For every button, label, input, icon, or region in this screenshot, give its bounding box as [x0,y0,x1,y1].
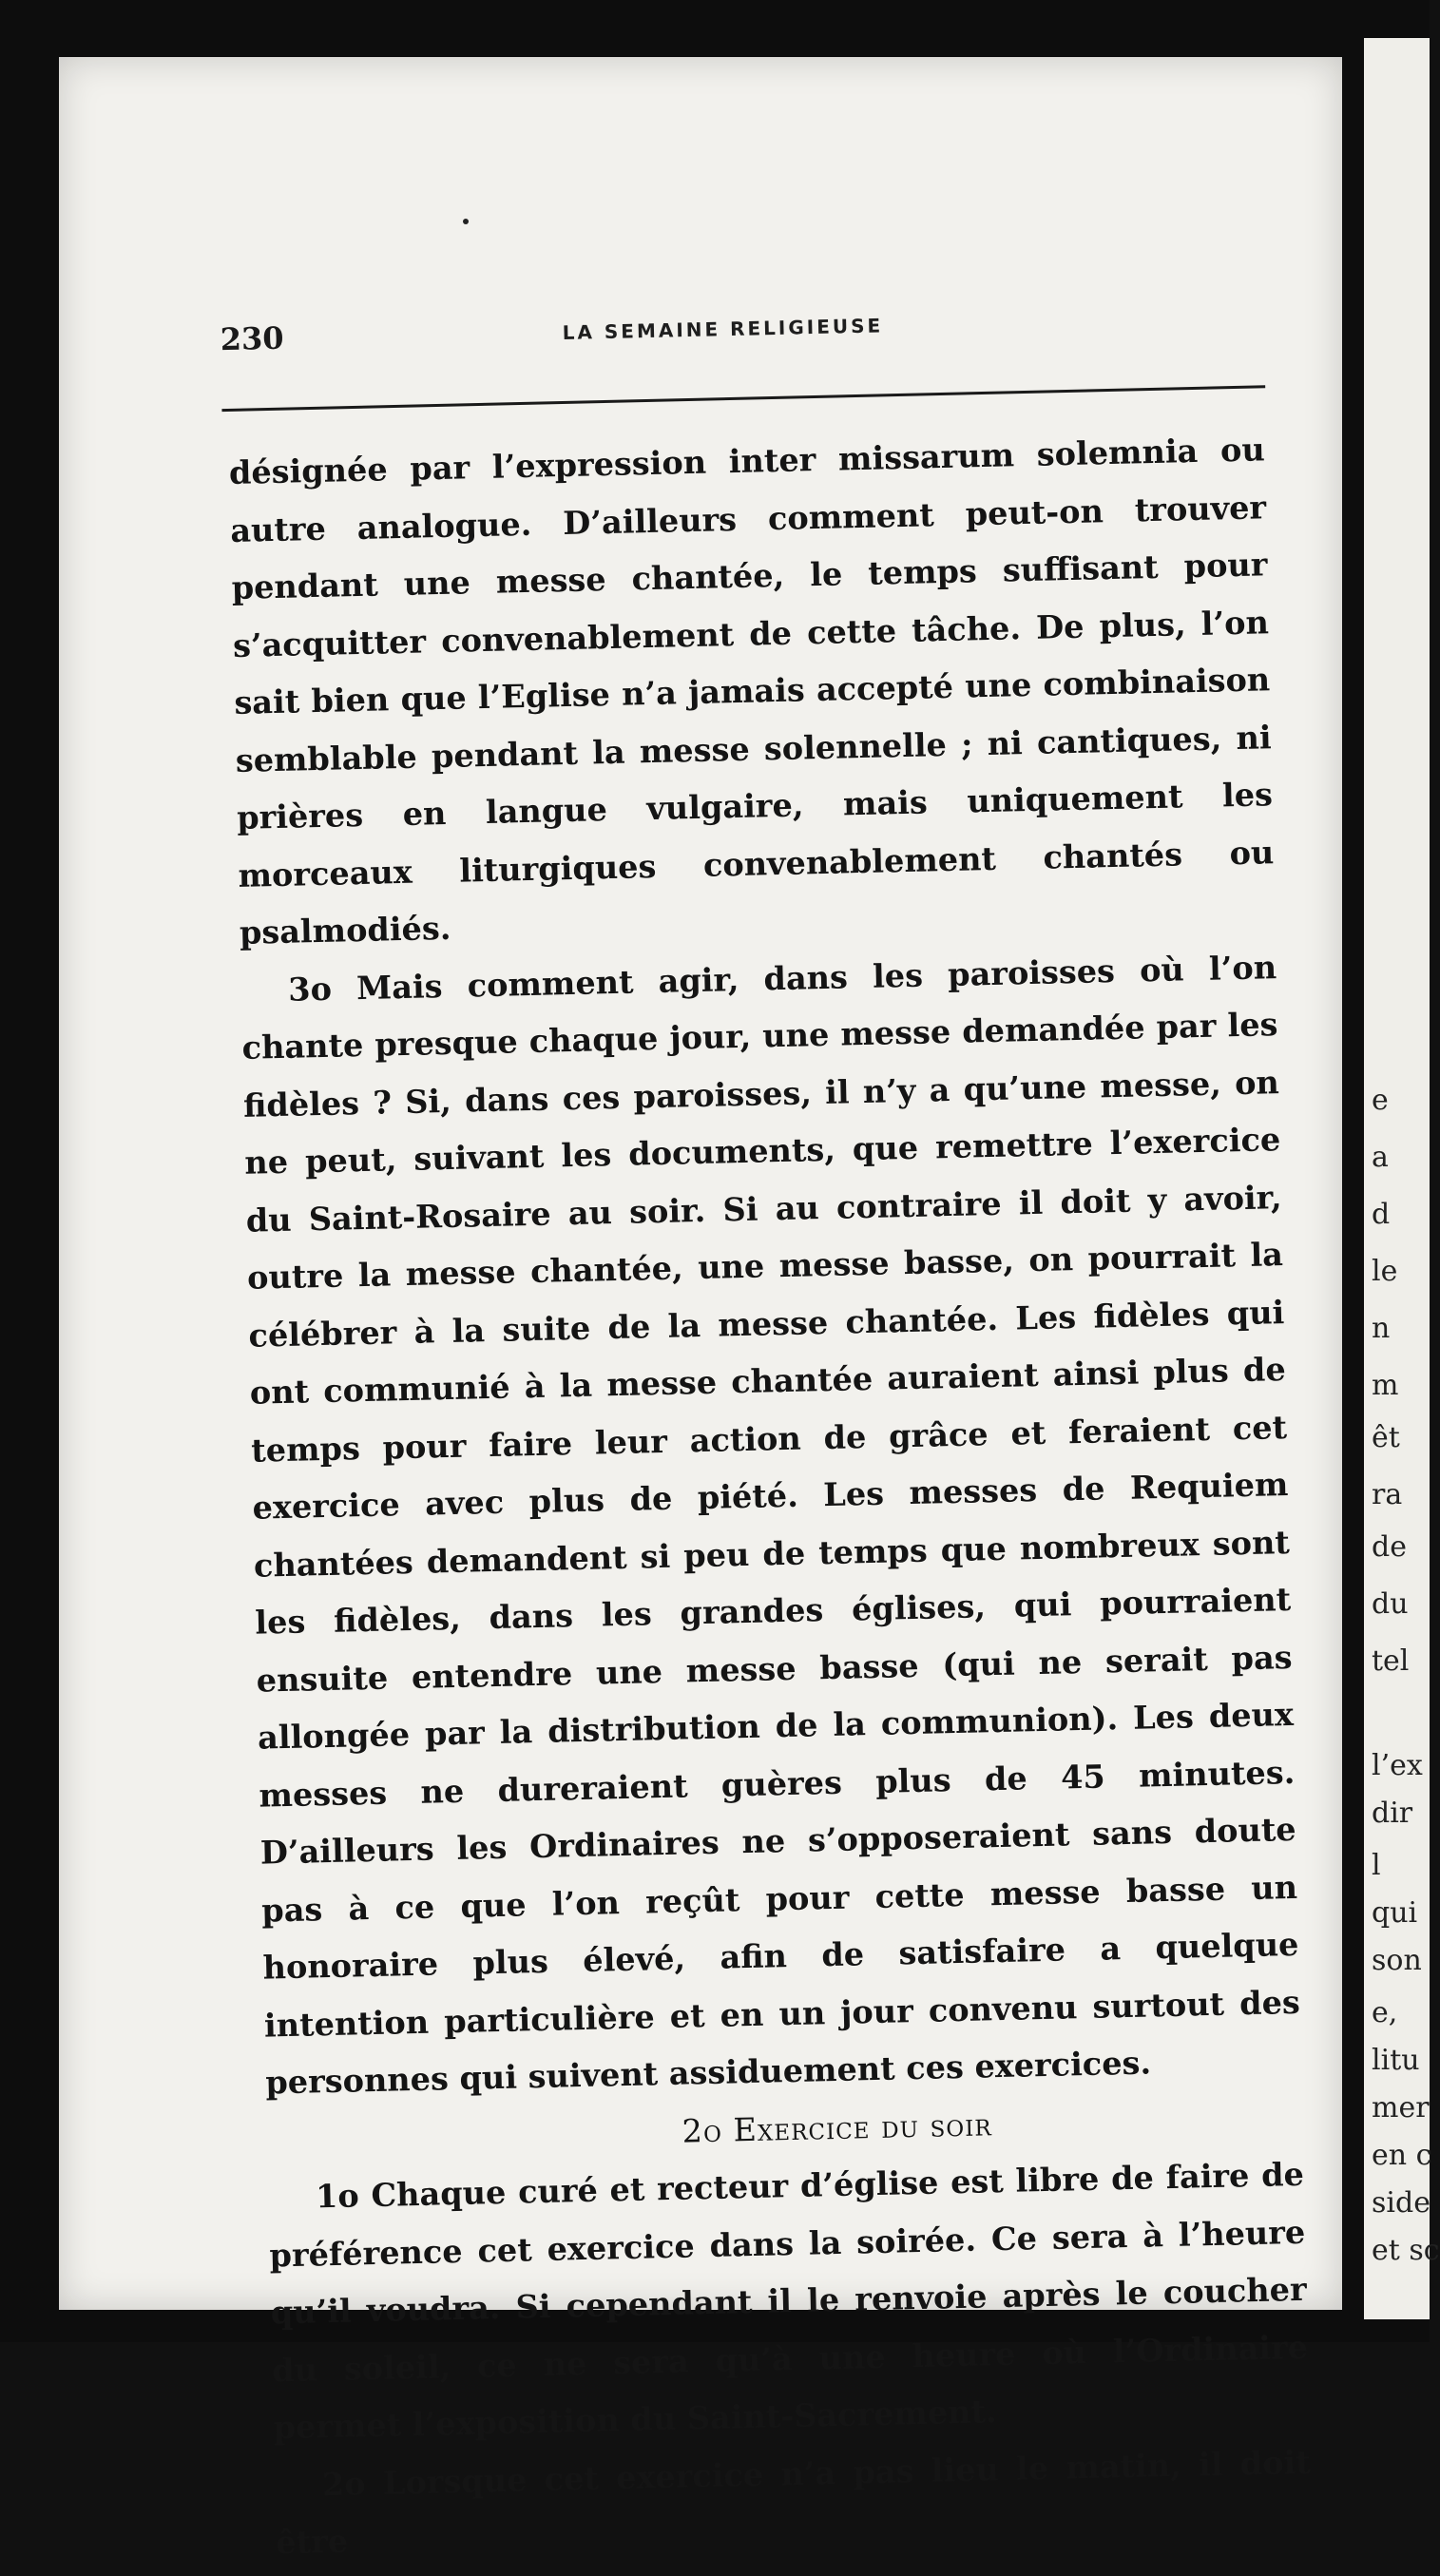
paragraph-1: désignée par l’expression inter missarum solemnia ou autre analogue. D’ailleurs comment peut-on trouver pendant une messe chantée, le temps suffisant pour s’acquitter convenablement de cette tâche. De plus, l’on sait bien que l’Eglise n’a jamais accepté une combinaison semblable pendant la messe solennelle ; ni cantiques, ni prières en langue vulgaire, mais uniquement les morceaux liturgiques convenablement chantés ou psalmodiés. [228,431,1275,952]
fragment: et sc [1372,2234,1440,2267]
paragraph-2: 3o Mais comment agir, dans les paroisses où l’on chante presque chaque jour, une messe demandée par les fidèles ? Si, dans ces paroisses, il n’y a qu’une messe, on ne peut, suivant les documents, que remettre l’exercice du Saint-Rosaire au soir. Si au contraire il doit y avoir, outre la messe chantée, une messe basse, on pourrait la célébrer à la suite de la messe chantée. Les fidèles qui ont communié à la messe chantée auraient ainsi plus de temps pour faire leur action de grâce et feraient cet exercice avec plus de piété. Les messes de Requiem chantées demandent si peu de temps que nombreux sont les fidèles, dans les grandes églises, qui pourraient ensuite entendre une messe basse (qui ne serait pas allongée par la distribution de la communion). Les deux messes ne dureraient guères plus de 45 minutes. D’ailleurs les Ordinaires ne s’opposeraient sans doute pas à ce que l’on reçût pour cette messe basse un honoraire plus élevé, afin de satisfaire a quelque intention particulière et en un jour convenu surtout des personnes qui suivent assiduement ces exercices. [241,948,1301,2102]
page-number: 230 [220,319,284,358]
section-heading: 2o Exercice du soir [682,2105,992,2150]
paragraph-4: 2o Lorsque cet exercice n’a pas lieu le matin, il doit être [275,2443,1312,2562]
fragment: e, [1372,1996,1398,2029]
fragment: du [1372,1587,1409,1621]
adjacent-page-edge [1364,38,1440,2319]
fragment: e [1372,1084,1389,1117]
fragment: êt [1372,1421,1400,1454]
fragment: en c [1372,2139,1432,2172]
fragment: dir [1372,1797,1413,1830]
page-content [33,40,1367,2562]
running-title: LA SEMAINE RELIGIEUSE [562,314,884,345]
body-text [228,421,1313,2572]
fragment: d [1372,1198,1391,1231]
fragment: le [1372,1255,1398,1288]
fragment: de [1372,1530,1407,1564]
fragment: ra [1372,1478,1403,1511]
fragment: l’ex [1372,1749,1423,1782]
fragment: mer [1372,2091,1430,2124]
fragment: tel [1372,1644,1410,1678]
fragment: son [1372,1944,1422,1977]
fragment: litu [1372,2044,1420,2077]
fragment: side [1372,2186,1430,2220]
fragment: l [1372,1849,1381,1882]
fragment: a [1372,1141,1389,1174]
paragraph-3: 1o Chaque curé et recteur d’église est libre de faire de préférence cet exercice dans la soirée. Ce sera à l’heure qu’il voudra. Si cependant il le renvoie après le coucher du soleil, ce ne sera qu’à une heure où l’Ordinaire permet l’exposition du Saint-Sacrement. [269,2155,1309,2447]
book-page [59,57,1342,2562]
fragment: n [1372,1312,1391,1345]
header-rule [221,385,1265,412]
dust-speck [463,219,469,224]
running-header [220,297,1323,369]
fragment: m [1372,1369,1399,1402]
fragment: qui [1372,1896,1418,1930]
